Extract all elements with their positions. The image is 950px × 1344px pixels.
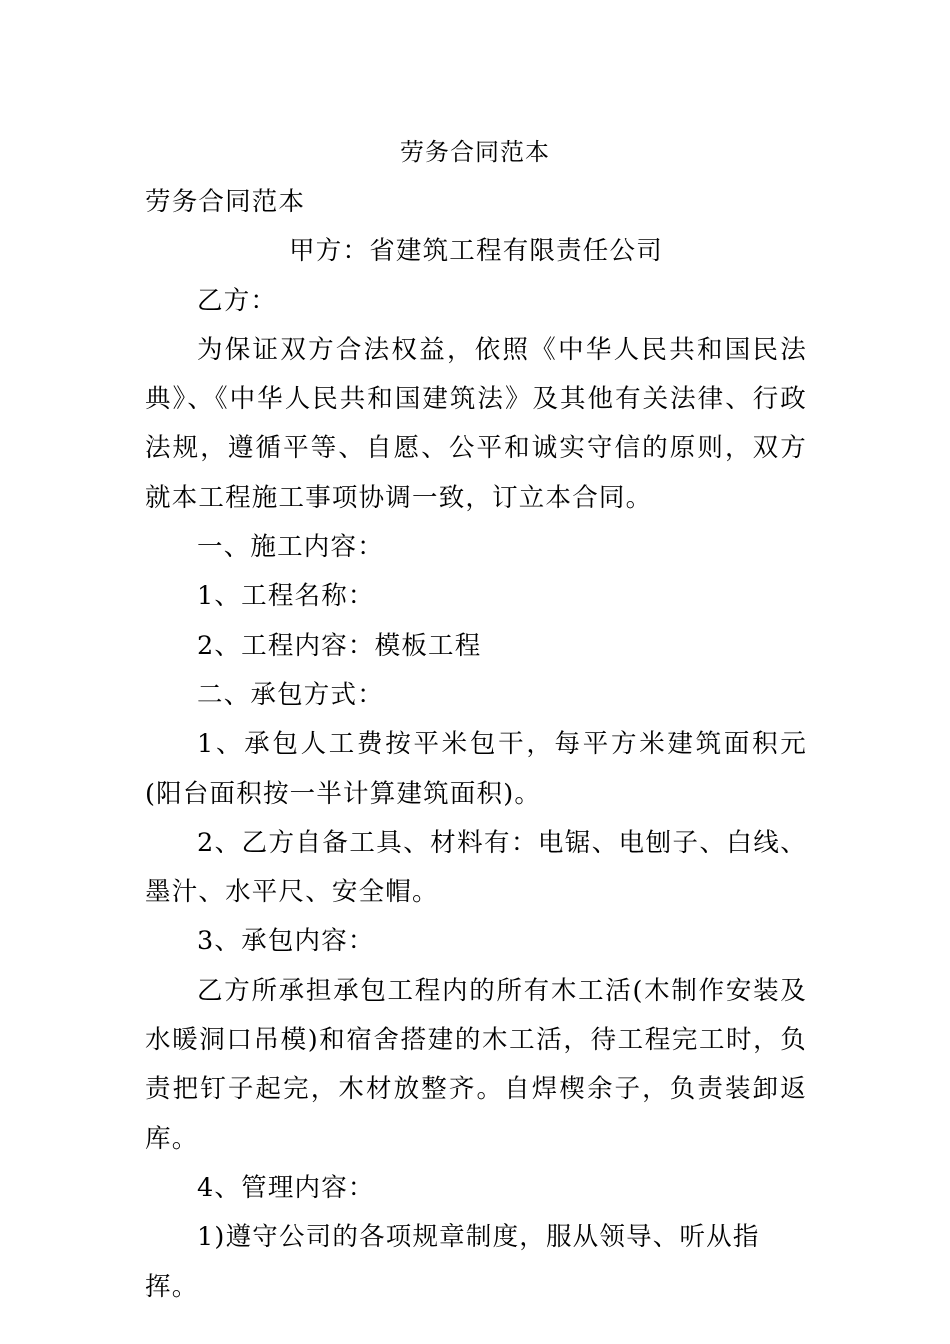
section-1-heading: 一、施工内容： (197, 532, 384, 563)
project-name: 1、工程名称： (197, 581, 375, 612)
clause-4-heading: 4、管理内容： (197, 1172, 375, 1203)
clause-2: 2、乙方自备工具、材料有：电锯、电刨子、白线、墨汁、水平尺、安全帽。 (145, 827, 807, 908)
document-body (145, 178, 807, 1312)
clause-3-heading: 3、承包内容： (197, 926, 375, 957)
clause-4-item-1: 1)遵守公司的各项规章制度，服从领导、听从指挥。 (145, 1222, 760, 1302)
party-a: 甲方：省建筑工程有限责任公司 (289, 236, 663, 267)
document-title: 劳务合同范本 (400, 138, 550, 166)
section-2-heading: 二、承包方式： (197, 679, 384, 710)
clause-1: 1、承包人工费按平米包干，每平方米建筑面积元(阳台面积按一半计算建筑面积)。 (145, 729, 807, 809)
document-heading: 劳务合同范本 (145, 187, 306, 217)
project-content: 2、工程内容：模板工程 (197, 630, 482, 661)
clause-3-body: 乙方所承担承包工程内的所有木工活(木制作安装及水暖洞口吊模)和宿舍搭建的木工活，待工程完工时，负责把钉子起完，木材放整齐。自焊楔余子，负责装卸返库。 (145, 975, 807, 1154)
preamble-paragraph: 为保证双方合法权益，依照《中华人民共和国民法典》、《中华人民共和国建筑法》及其他有关法律、行政法规，遵循平等、自愿、公平和诚实守信的原则，双方就本工程施工事项协调一致，订立本合同。 (145, 334, 807, 513)
party-b: 乙方： (197, 285, 278, 316)
